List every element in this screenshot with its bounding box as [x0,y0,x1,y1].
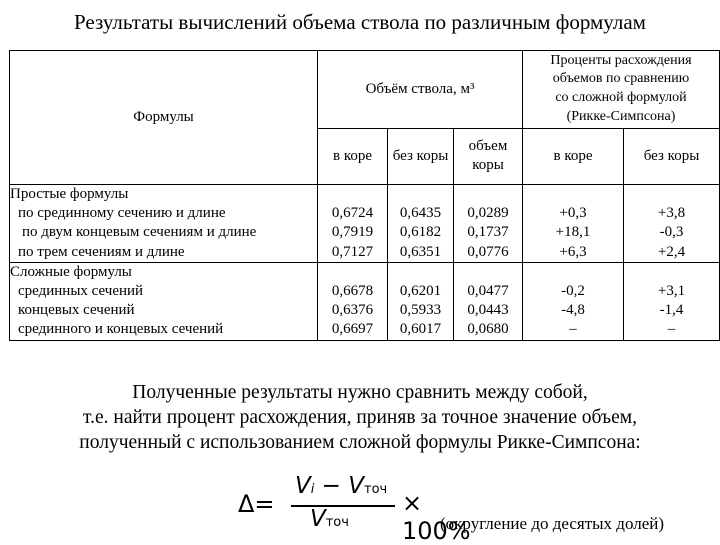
paragraph-line: Полученные результаты нужно сравнить между собой, [132,382,588,403]
formula-name: по двум концевым сечениям и длине [22,224,257,241]
formula-name: концевых сечений [18,302,135,319]
cell-value: -0,2 [561,282,585,299]
cell-value: 0,0477 [467,282,509,299]
cell-value: +3,1 [657,282,686,299]
formula-minus: − [314,473,349,499]
header-percent-line: (Рикке-Симпсона) [566,109,676,125]
cell-value: 0,6201 [399,282,442,299]
subheader-vol-nobark: без коры [388,128,454,184]
results-table [9,50,720,341]
col-vol-bark [318,262,388,340]
formula-numerator [295,473,387,499]
cell-value: 0,6678 [331,282,374,299]
formula-denominator [310,506,349,532]
cell-value: 0,0680 [467,321,509,338]
header-percent-line: объемов по сравнению [552,71,690,87]
col-vol-bark [318,185,388,263]
cell-value: +2,4 [657,243,686,260]
col-pct-nobark [624,185,720,263]
col-bark-volume [454,262,523,340]
cell-value: 0,0443 [467,302,509,319]
formula-name: срединных сечений [18,282,144,299]
subheader-pct-nobark: без коры [624,128,720,184]
cell-value: +6,3 [559,243,587,260]
paragraph-line: полученный с использованием сложной формулы Рикке-Симпсона: [79,431,641,453]
cell-value: 0,6017 [399,321,442,338]
cell-value: -4,8 [561,302,585,319]
cell-value: 0,6435 [399,205,442,222]
cell-value: 0,7127 [331,243,374,260]
cell-value: – [569,321,577,338]
cell-value: 0,0289 [467,205,509,222]
cell-value: -0,3 [659,224,684,241]
cell-value: +3,8 [657,205,686,222]
subheader-vol-bark: в коре [318,128,388,184]
header-percent-line: Проценты расхождения [550,52,692,68]
cell-value: 0,5933 [399,302,442,319]
header-percent-line: со сложной формулой [555,90,687,106]
header-formulas: Формулы [10,51,318,185]
formula-name: по срединному сечению и длине [18,205,226,222]
cell-value: +0,3 [559,205,587,222]
formula-delta: Δ= [238,490,275,518]
cell-value: 0,1737 [467,224,509,241]
cell-value: +18,1 [555,224,591,241]
explanation-paragraph [0,381,720,455]
table-row-group-complex [10,262,720,340]
cell-value: 0,6182 [399,224,442,241]
cell-value: 0,6351 [399,243,442,260]
subheader-bark-volume: объем коры [454,128,523,184]
group-heading: Простые формулы [10,186,129,202]
cell-value: 0,7919 [331,224,374,241]
col-pct-nobark [624,262,720,340]
formula-times: × 100% [402,489,471,545]
table-row-group-simple [10,185,720,263]
col-vol-nobark [388,185,454,263]
slide-title: Результаты вычислений объема ствола по различным формулам [74,10,646,34]
group-simple-labels [10,185,318,263]
formula-sub: точ [325,515,349,530]
header-percent-group [523,51,720,129]
cell-value: -1,4 [659,302,684,319]
col-bark-volume [454,185,523,263]
col-vol-nobark [388,262,454,340]
group-complex-labels [10,262,318,340]
formula-sub: i [310,482,315,497]
cell-value: – [667,321,676,338]
paragraph-line: т.е. найти процент расхождения, приняв за точное значение объем, [83,406,637,428]
formula-var: V [348,473,364,499]
cell-value: 0,6376 [331,302,374,319]
cell-value: 0,6724 [331,205,374,222]
rounding-note: (округление до десятых долей) [440,514,665,533]
subheader-pct-bark: в коре [523,128,624,184]
formula-name: срединного и концевых сечений [18,321,224,338]
group-heading: Сложные формулы [10,263,132,280]
cell-value: 0,6697 [331,321,374,338]
formula-sub: точ [364,482,388,497]
formula-var: V [295,473,311,499]
header-volume-group: Объём ствола, м³ [318,51,523,129]
cell-value: 0,0776 [467,243,509,260]
col-pct-bark [523,262,624,340]
col-pct-bark [523,185,624,263]
formula-name: по трем сечениям и длине [18,243,185,260]
formula-var: V [310,506,326,532]
